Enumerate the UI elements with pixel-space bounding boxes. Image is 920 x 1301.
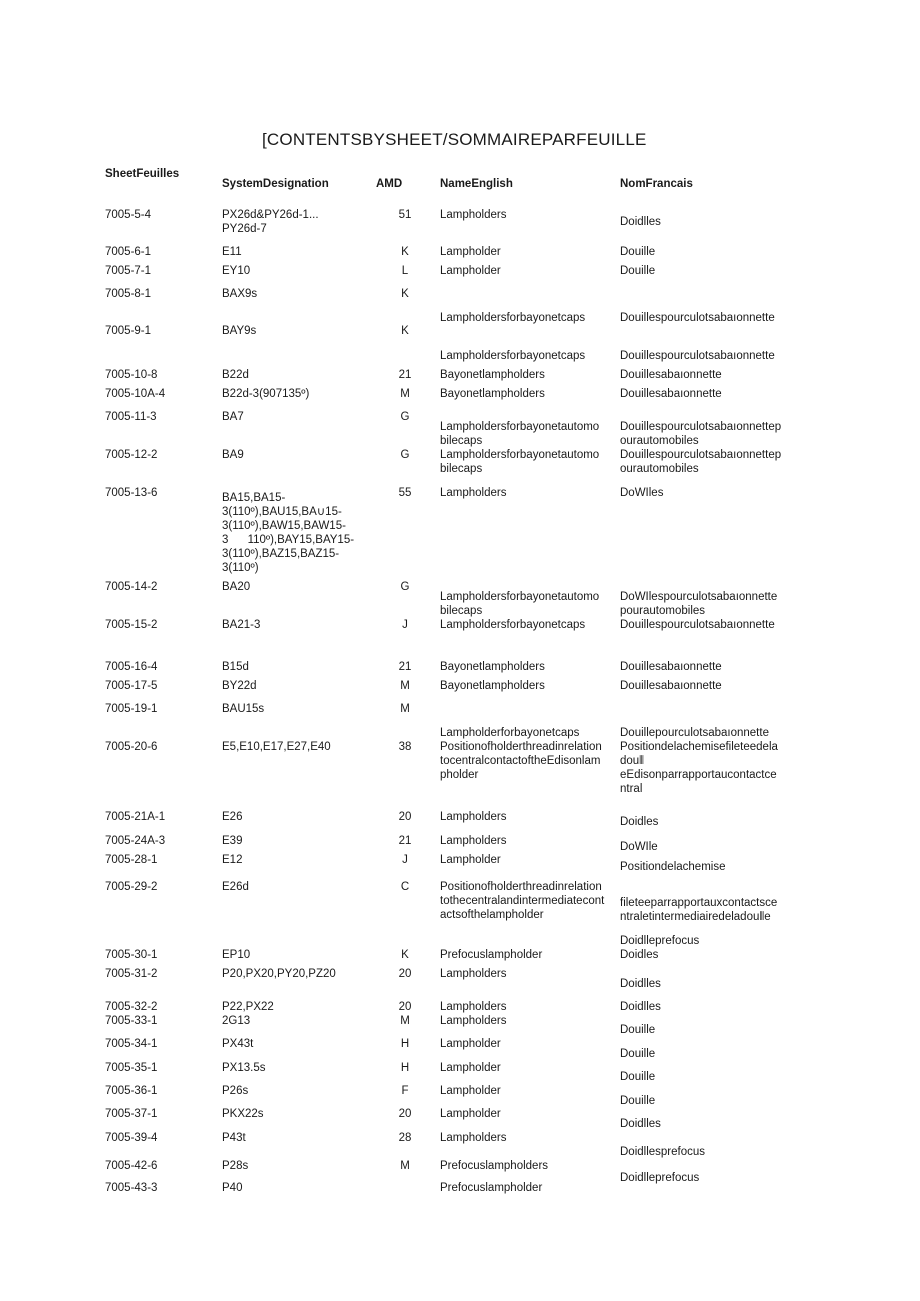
amd-code: G	[400, 449, 410, 461]
amd-code: L	[401, 265, 409, 277]
system-designation: E26d	[222, 881, 249, 893]
sheet-number: 7005-15-2	[105, 619, 158, 631]
amd-code: 21	[398, 369, 412, 381]
name-english: Bayonetlampholders	[440, 661, 545, 673]
system-designation: PX13.5s	[222, 1062, 266, 1074]
name-english: Lampholder	[440, 1062, 501, 1074]
name-french: Douille	[620, 1095, 656, 1107]
sheet-number: 7005-8-1	[105, 288, 152, 300]
name-english: Lampholder	[440, 1085, 501, 1097]
name-english: Lampholder	[440, 854, 501, 866]
sheet-number: 7005-21A-1	[105, 811, 166, 823]
amd-code: 21	[398, 835, 412, 847]
name-french: Douille	[620, 246, 656, 258]
system-designation: P43t	[222, 1132, 246, 1144]
amd-code: 20	[398, 968, 412, 980]
amd-code: K	[401, 288, 409, 300]
name-english: Lampholdersforbayonetcaps	[440, 312, 586, 324]
system-designation: E26	[222, 811, 243, 823]
system-designation: BA9	[222, 449, 244, 461]
name-english: Lampholdersforbayonetautomo bilecaps	[440, 591, 600, 617]
name-french: Doidllesprefocus	[620, 1146, 706, 1158]
sheet-number: 7005-13-6	[105, 487, 158, 499]
system-designation: EP10	[222, 949, 251, 961]
name-french: fileteeparrapportauxcontactsce ntraletintermediairedeladou⫴e	[620, 897, 778, 923]
page-title: [CONTENTSBYSHEET/SOMMAIREPARFEUILLE	[262, 130, 647, 149]
name-english: Lampholders	[440, 1132, 507, 1144]
amd-code: 28	[398, 1132, 412, 1144]
name-english: Prefocuslampholder	[440, 1182, 543, 1194]
sheet-number: 7005-10-8	[105, 369, 158, 381]
name-english: Prefocuslampholders	[440, 1160, 549, 1172]
sheet-number: 7005-35-1	[105, 1062, 158, 1074]
sheet-number: 7005-28-1	[105, 854, 158, 866]
name-english: Lampholders	[440, 1001, 507, 1013]
system-designation: B22d-3(907135º)	[222, 388, 310, 400]
system-designation: P40	[222, 1182, 243, 1194]
amd-code: 38	[398, 741, 412, 753]
name-english: Prefocuslampholder	[440, 949, 543, 961]
amd-code: M	[400, 680, 410, 692]
name-french: Douillespourculotsabaıonnette	[620, 619, 775, 631]
system-designation: BA21-3	[222, 619, 261, 631]
name-english: Lampholdersforbayonetcaps	[440, 619, 586, 631]
sheet-number: 7005-9-1	[105, 325, 152, 337]
name-french: Doidles	[620, 816, 659, 828]
name-english: Lampholders	[440, 968, 507, 980]
name-french: Douillespourculotsabaıonnettep ourautomobiles	[620, 421, 782, 447]
name-english: Lampholders	[440, 209, 507, 221]
name-english: Lampholder	[440, 246, 501, 258]
sheet-number: 7005-29-2	[105, 881, 158, 893]
system-designation: B22d	[222, 369, 249, 381]
name-french: Doidlleprefocus	[620, 935, 700, 947]
system-designation: BA7	[222, 411, 244, 423]
sheet-number: 7005-42-6	[105, 1160, 158, 1172]
amd-code: H	[400, 1038, 410, 1050]
amd-code: 20	[398, 1001, 412, 1013]
system-designation: P26s	[222, 1085, 249, 1097]
name-french: DoWIles	[620, 487, 664, 499]
sheet-number: 7005-36-1	[105, 1085, 158, 1097]
sheet-number: 7005-34-1	[105, 1038, 158, 1050]
sheet-number: 7005-30-1	[105, 949, 158, 961]
name-french: Douillespourculotsabaıonnettep ourautomobiles	[620, 449, 782, 475]
system-designation: E12	[222, 854, 243, 866]
system-designation: BY22d	[222, 680, 257, 692]
sheet-number: 7005-12-2	[105, 449, 158, 461]
amd-code: H	[400, 1062, 410, 1074]
sheet-number: 7005-11-3	[105, 411, 157, 423]
name-french: Douille	[620, 1071, 656, 1083]
sheet-number: 7005-39-4	[105, 1132, 158, 1144]
name-french: DoWIle	[620, 841, 658, 853]
system-designation: E11	[222, 246, 242, 258]
amd-code: J	[402, 619, 408, 631]
name-french: Douillesabaıonnette	[620, 680, 722, 692]
system-designation: BA15,BA15- 3(110º),BAU15,BA∪15- 3(110º),BAW15,BAW15- 3 110º),BAY15,BAY15- 3(110º),BAZ15,BAZ15- 3(110º)	[222, 492, 355, 574]
sheet-number: 7005-14-2	[105, 581, 158, 593]
sheet-number: 7005-24A-3	[105, 835, 166, 847]
name-french: Douillesabaıonnette	[620, 388, 722, 400]
amd-code: 20	[398, 1108, 412, 1120]
name-english: Lampholder	[440, 1108, 501, 1120]
amd-code: G	[400, 411, 410, 423]
name-french: Douillesabaıonnette	[620, 661, 722, 673]
sheet-number: 7005-33-1	[105, 1015, 158, 1027]
name-french: Doidlles	[620, 216, 661, 228]
name-english: Lampholders	[440, 835, 507, 847]
name-french: Douillespourculotsabaıonnette	[620, 312, 775, 324]
name-french: Doidlles	[620, 1118, 661, 1130]
name-english: Bayonetlampholders	[440, 680, 545, 692]
sheet-number: 7005-10A-4	[105, 388, 166, 400]
name-english: Lampholders	[440, 487, 507, 499]
name-french: Douillespourculotsabaıonnette	[620, 350, 775, 362]
amd-code: 51	[398, 209, 412, 221]
amd-code: M	[400, 1160, 410, 1172]
sheet-number: 7005-7-1	[105, 265, 152, 277]
name-french: Doidlles	[620, 1001, 661, 1013]
system-designation: P28s	[222, 1160, 249, 1172]
name-french: Doidles	[620, 949, 659, 961]
sheet-number: 7005-19-1	[105, 703, 158, 715]
sheet-number: 7005-43-3	[105, 1182, 158, 1194]
amd-code: F	[401, 1085, 409, 1097]
name-french: Douillesabaıonnette	[620, 369, 722, 381]
name-french: Douille	[620, 1048, 656, 1060]
system-designation: P22,PX22	[222, 1001, 274, 1013]
sheet-number: 7005-37-1	[105, 1108, 158, 1120]
name-french: Douillepourculotsabaıonnette	[620, 727, 769, 739]
name-english: Lampholdersforbayonetautomo bilecaps	[440, 421, 600, 447]
sheet-number: 7005-17-5	[105, 680, 158, 692]
header-system: SystemDesignation	[222, 178, 329, 190]
name-english: Lampholder	[440, 1038, 501, 1050]
amd-code: C	[400, 881, 410, 893]
amd-code: 21	[398, 661, 412, 673]
header-sheet: SheetFeuilles	[105, 168, 180, 180]
amd-code: M	[400, 703, 410, 715]
name-english: Lampholdersforbayonetautomo bilecaps	[440, 449, 600, 475]
amd-code: G	[400, 581, 410, 593]
system-designation: BAU15s	[222, 703, 265, 715]
system-designation: E39	[222, 835, 243, 847]
system-designation: E5,E10,E17,E27,E40	[222, 741, 331, 753]
name-french: Douille	[620, 1024, 656, 1036]
system-designation: P20,PX20,PY20,PZ20	[222, 968, 336, 980]
amd-code: K	[401, 246, 409, 258]
sheet-number: 7005-5-4	[105, 209, 152, 221]
amd-code: K	[401, 325, 409, 337]
system-designation: PKX22s	[222, 1108, 264, 1120]
name-english: Lampholders	[440, 1015, 507, 1027]
system-designation: PX26d&PY26d-1... PY26d-7	[222, 209, 319, 235]
system-designation: 2G13	[222, 1015, 251, 1027]
name-english: Positionofholderthreadinrelation tocentralcontactoftheEdisonlam pholder	[440, 741, 602, 781]
system-designation: B15d	[222, 661, 249, 673]
name-french: Doidlleprefocus	[620, 1172, 700, 1184]
header-amd: AMD	[376, 178, 403, 190]
name-english: Lampholderforbayonetcaps	[440, 727, 580, 739]
name-french: DoWIlespourculotsabaıonnette pourautomobiles	[620, 591, 778, 617]
name-french: Positiondelachemise	[620, 861, 726, 873]
sheet-number: 7005-31-2	[105, 968, 158, 980]
sheet-number: 7005-20-6	[105, 741, 158, 753]
header-english: NameEnglish	[440, 178, 513, 190]
system-designation: EY10	[222, 265, 251, 277]
sheet-number: 7005-32-2	[105, 1001, 158, 1013]
system-designation: BA20	[222, 581, 251, 593]
sheet-number: 7005-6-1	[105, 246, 152, 258]
name-english: Bayonetlampholders	[440, 369, 545, 381]
amd-code: 55	[398, 487, 412, 499]
system-designation: BAX9s	[222, 288, 258, 300]
amd-code: K	[401, 949, 409, 961]
amd-code: 20	[398, 811, 412, 823]
amd-code: M	[400, 1015, 410, 1027]
system-designation: PX43t	[222, 1038, 254, 1050]
name-french: Doidlles	[620, 978, 661, 990]
name-french: Douille	[620, 265, 656, 277]
name-english: Lampholders	[440, 811, 507, 823]
name-english: Lampholder	[440, 265, 501, 277]
header-french: NomFrancais	[620, 178, 693, 190]
name-french: Positiondelachemisefileteedela dou⫴ eEdisonparrapportaucontactce ntral	[620, 741, 778, 795]
amd-code: J	[402, 854, 408, 866]
sheet-number: 7005-16-4	[105, 661, 158, 673]
name-english: Bayonetlampholders	[440, 388, 545, 400]
name-english: Lampholdersforbayonetcaps	[440, 350, 586, 362]
system-designation: BAY9s	[222, 325, 257, 337]
name-english: Positionofholderthreadinrelation tothecentralandintermediatecont actsofthelampholder	[440, 881, 605, 921]
amd-code: M	[400, 388, 410, 400]
